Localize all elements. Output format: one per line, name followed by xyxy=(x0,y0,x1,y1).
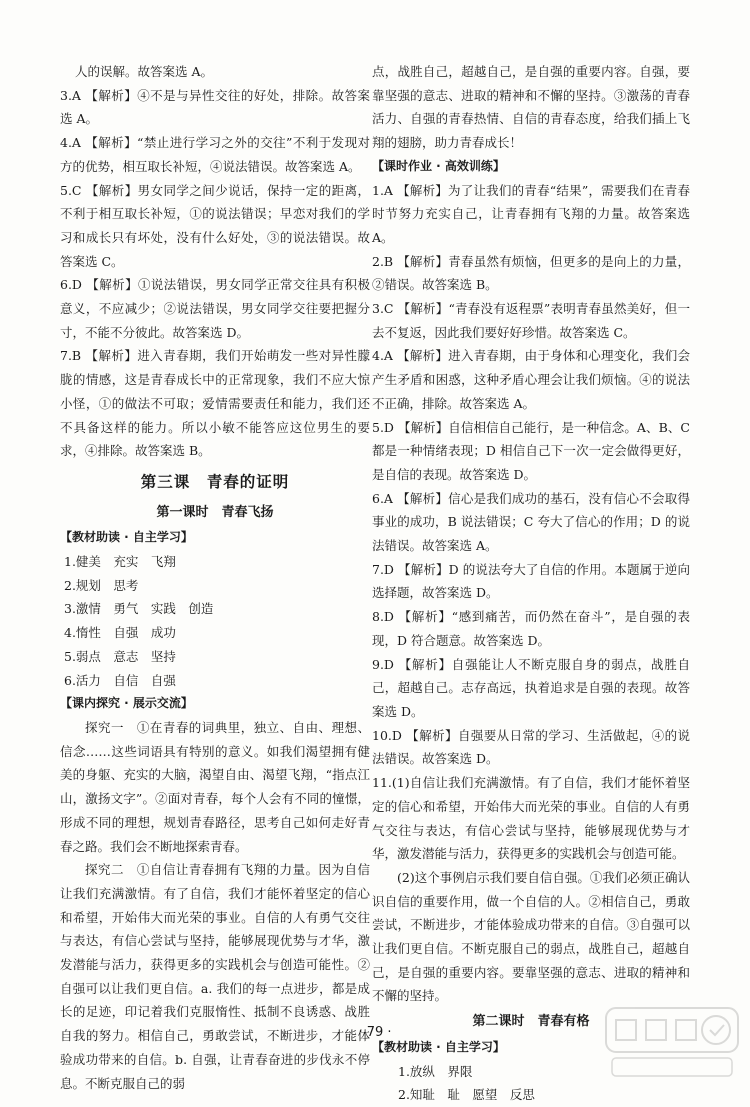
fill-item: 2.规划 思考 xyxy=(64,577,139,593)
answer-item: 10.D 【解析】自强要从日常的学习、生活做起，④的说法错误。故答案选 D。 xyxy=(372,727,690,767)
section-header: 【课时作业 · 高效训练】 xyxy=(372,158,505,173)
answer-item: 2.B 【解析】青春虽然有烦恼，但更多的是向上的力量，②错误。故答案选 B。 xyxy=(372,253,690,293)
answer-item: 1.A 【解析】为了让我们的青春“结果”，需要我们在青春时节努力充实自己，让青春拥有飞翔的力量。故答案选 A。 xyxy=(372,182,690,245)
answer-item: 9.D 【解析】自强能让人不断克服自身的弱点，战胜自己，超越自己。志存高远，执着追求是自强的表现。故答案选 D。 xyxy=(372,656,690,719)
answer-item: 4.A 【解析】“禁止进行学习之外的交往”不利于发现对方的优势，相互取长补短，④说法错误。故答案选 A。 xyxy=(60,135,370,174)
answer-item: 6.D 【解析】①说法错误，男女同学正常交往具有积极意义，不应减少；②说法错误，男女同学交往要把握分寸，不能不分彼此。故答案选 D。 xyxy=(60,277,370,340)
watermark-logo xyxy=(602,1002,742,1082)
answer-item: 11.(1)自信让我们充满激情。有了自信，我们才能怀着坚定的信心和希望，开始伟大而光荣的事业。自信的人有勇气交往与表达，有信心尝试与坚持，能够展现优势与才华，激发潜能与活力，获得更多的实践机会与创造可能。 xyxy=(372,775,690,862)
fill-item: 6.活力 自信 自强 xyxy=(64,672,176,688)
fill-item: 5.弱点 意志 坚持 xyxy=(64,648,176,664)
fill-item: 2.知耻 耻 愿望 反思 xyxy=(398,1087,535,1103)
answer-item: 4.A 【解析】进入青春期，由于身体和心理变化，我们会产生矛盾和困惑，这种矛盾心理会让我们烦恼。④的说法不正确，排除。故答案选 A。 xyxy=(372,348,690,411)
answer-item: 8.D 【解析】“感到痛苦，而仍然在奋斗”，是自强的表现，D 符合题意。故答案选 D。 xyxy=(372,609,690,648)
session-title: 第二课时 青春有格 xyxy=(472,1014,590,1030)
page-number: · 79 · xyxy=(358,1025,392,1040)
answer-item: (2)这个事例启示我们要自信自强。①我们必须正确认识自信的重要作用，做一个自信的人。②相信自己，勇敢尝试，不断进步，才能体验成功带来的自信。③自强可以让我们更自信。不断克服自己的弱点，战胜自己，超越自己，是自强的重要内容。要靠坚强的意志、进取的精神和不懈的坚持。 xyxy=(372,869,690,1004)
explore-paragraph: 探究一 ①在青春的词典里，独立、自由、理想、信念……这些词语具有特别的意义。如我们渴望拥有健美的身躯、充实的大脑，渴望自由、渴望飞翔，“指点江山，激扬文字”。②面对青春，每个人会有不同的憧憬，形成不同的理想，规划青春路径，思考自己如何走好青春之路。我们会不断地探索青春。 xyxy=(60,719,370,854)
answer-item: 7.D 【解析】D 的说法夸大了自信的作用。本题属于逆向选择题，故答案选 D。 xyxy=(372,561,690,601)
answer-item: 5.C 【解析】男女同学之间少说话，保持一定的距离，不利于相互取长补短，①的说法错误；早恋对我们的学习和成长只有坏处，没有什么好处，③的说法错误。故答案选 C。 xyxy=(60,182,370,269)
section-header: 【教材助读 · 自主学习】 xyxy=(60,530,193,545)
explore-paragraph: 探究二 ①自信让青春拥有飞翔的力量。因为自信让我们充满激情。有了自信，我们才能怀着坚定的信心和希望，开始伟大而光荣的事业。自信的人有勇气交往与表达，有信心尝试与坚持，能够展现优势与才华，激发潜能与活力，获得更多的实践机会与创造可能性。②自强可以让我们更自信。a. 我们的每一点进步，都是成长的足迹，印记着我们克服惰性、抵制不良诱惑、战胜自我的努力。相信自己，勇敢尝试，不断进步，才能体验成功带来的自信。b. 自强，让青春奋进的步伐永不停息。不断克服自己的弱 xyxy=(60,862,370,1091)
answer-item: 5.D 【解析】自信相信自己能行，是一种信念。A、B、C 都是一种情绪表现；D 相信自己下一次一定会做得更好，是自信的表现。故答案选 D。 xyxy=(372,419,690,482)
lesson-title: 第三课 青春的证明 xyxy=(140,472,290,491)
right-column xyxy=(372,60,690,1107)
fill-item: 3.激情 勇气 实践 创造 xyxy=(64,601,214,617)
explore-continuation: 点，战胜自己，超越自己，是自强的重要内容。自强，要靠坚强的意志、进取的精神和不懈的坚持。③激荡的青春活力、自强的青春热情、自信的青春态度，给我们插上飞翔的翅膀，助力青春成长！ xyxy=(372,64,690,151)
fill-item: 4.惰性 自强 成功 xyxy=(64,625,176,641)
answer-item: 6.A 【解析】信心是我们成功的基石，没有信心不会取得事业的成功，B 说法错误；C 夸大了信心的作用；D 的说法错误。故答案选 A。 xyxy=(372,490,690,554)
section-header: 【教材助读 · 自主学习】 xyxy=(372,1039,505,1054)
session-title: 第一课时 青春飞扬 xyxy=(156,504,274,520)
left-column xyxy=(60,60,370,1095)
section-header: 【课内探究 · 展示交流】 xyxy=(60,696,193,711)
fill-item: 1.健美 充实 飞翔 xyxy=(64,554,176,570)
fill-item: 1.放纵 界限 xyxy=(398,1063,473,1079)
answer-item: 3.A 【解析】④不是与异性交往的好处，排除。故答案选 A。 xyxy=(60,87,370,127)
answer-tail: 人的误解。故答案选 A。 xyxy=(75,64,214,79)
answer-item: 7.B 【解析】进入青春期，我们开始萌发一些对异性朦胧的情感，这是青春成长中的正常现象，我们不应大惊小怪，①的做法不可取；爱情需要责任和能力，我们还不具备这样的能力。所以小敏不能答应这位男生的要求，④排除。故答案选 B。 xyxy=(60,348,370,459)
answer-item: 3.C 【解析】“青春没有返程票”表明青春虽然美好，但一去不复返，因此我们要好好珍惜。故答案选 C。 xyxy=(372,301,690,340)
